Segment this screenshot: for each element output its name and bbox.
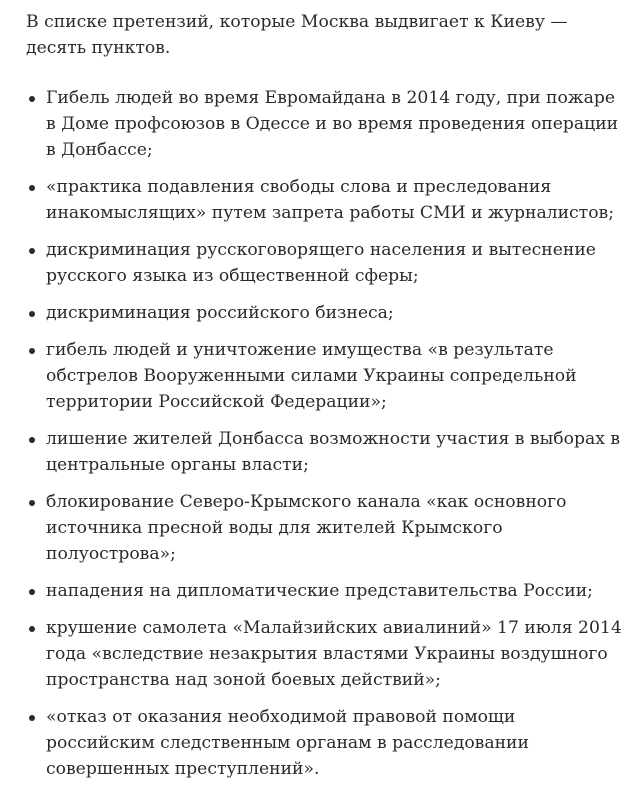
claim-text: дискриминация русскоговорящего населения и вытеснение русского языка из общественной сферы; <box>46 240 596 286</box>
claim-text: блокирование Северо-Крымского канала «как основного источника пресной воды для жителей Крымского полуострова»; <box>46 492 567 564</box>
list-item <box>26 578 626 604</box>
list-item <box>26 489 626 567</box>
bullet-icon <box>29 589 35 595</box>
bullet-icon <box>29 248 35 254</box>
list-item <box>26 615 626 693</box>
claim-text: Гибель людей во время Евромайдана в 2014 году, при пожаре в Доме профсоюзов в Одессе и во время проведения операции в Донбассе; <box>46 88 619 160</box>
list-item <box>26 174 626 226</box>
claim-text: «отказ от оказания необходимой правовой помощи российским следственным органам в расследовании совершенных преступлений». <box>46 707 529 779</box>
list-item <box>26 426 626 478</box>
list-item <box>26 85 626 163</box>
claim-text: дискриминация российского бизнеса; <box>46 303 394 323</box>
bullet-icon <box>29 437 35 443</box>
list-item <box>26 300 626 326</box>
article-body <box>26 9 626 793</box>
bullet-icon <box>29 500 35 506</box>
intro-paragraph: В списке претензий, которые Москва выдвигает к Киеву — десять пунктов. <box>26 12 568 58</box>
bullet-icon <box>29 626 35 632</box>
bullet-icon <box>29 96 35 102</box>
list-item <box>26 337 626 415</box>
list-item <box>26 237 626 289</box>
claim-text: гибель людей и уничтожение имущества «в результате обстрелов Вооруженными силами Украины сопредельной территории Российской Федерации»; <box>46 340 577 412</box>
claim-text: нападения на дипломатические представительства России; <box>46 581 593 601</box>
claim-text: крушение самолета «Малайзийских авиалиний» 17 июля 2014 года «вследствие незакрытия властями Украины воздушного пространства над зоной боевых действий»; <box>46 618 622 690</box>
bullet-icon <box>29 311 35 317</box>
claim-text: лишение жителей Донбасса возможности участия в выборах в центральные органы власти; <box>46 429 621 475</box>
bullet-icon <box>29 185 35 191</box>
list-item <box>26 704 626 782</box>
bullet-icon <box>29 715 35 721</box>
claims-list <box>26 85 626 782</box>
claim-text: «практика подавления свободы слова и преследования инакомыслящих» путем запрета работы СМИ и журналистов; <box>46 177 615 223</box>
bullet-icon <box>29 348 35 354</box>
